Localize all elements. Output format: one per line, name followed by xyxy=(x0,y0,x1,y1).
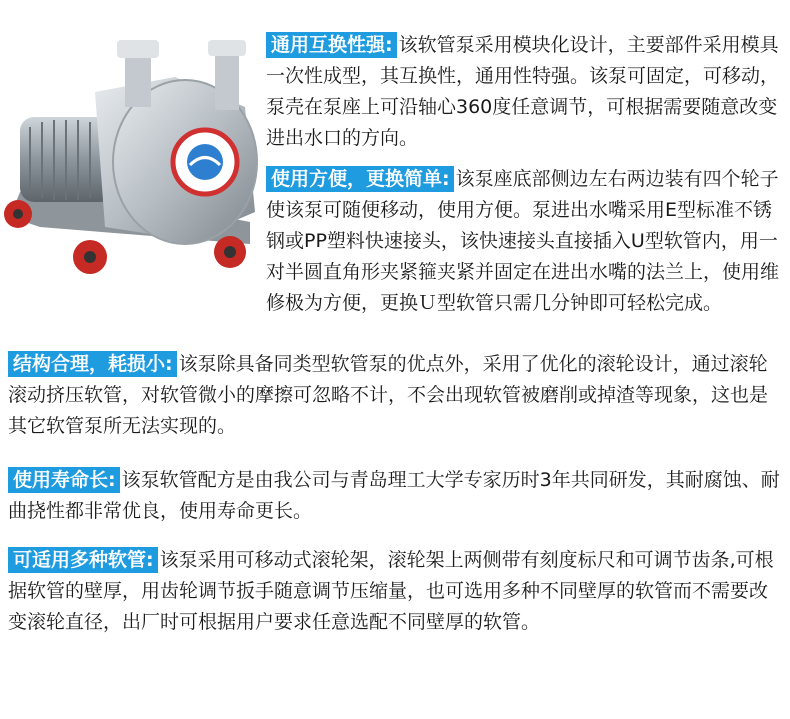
feature-title: 通用互换性强: xyxy=(266,32,397,58)
feature-title: 使用方便，更换简单: xyxy=(266,166,454,192)
feature-title: 可适用多种软管: xyxy=(8,547,158,573)
feature-body: 该泵除具备同类型软管泵的优点外，采用了优化的滚轮设计，通过滚轮滚动挤压软管，对软管微小的摩擦可忽略不计，不会出现软管被磨削或掉渣等现象，这也是其它软管泵所无法实现的。 xyxy=(8,353,769,437)
feature-interchangeability xyxy=(266,30,780,154)
feature-body: 该泵座底部侧边左右两边装有四个轮子使该泵可随便移动，使用方便。泵进出水嘴采用E型标准不锈钢或PP塑料快速接头，该快速接头直接插入U型软管内，用一对半圆直角形夹紧箍夹紧并固定在进出水嘴的法兰上，使用维修极为方便，更换Ｕ型软管只需几分钟即可轻松完成。 xyxy=(266,168,780,314)
feature-convenience xyxy=(266,164,780,319)
feature-lifespan xyxy=(8,465,780,527)
feature-multiple-hoses xyxy=(8,545,780,638)
feature-title: 使用寿命长: xyxy=(8,467,120,493)
feature-title: 结构合理，耗损小: xyxy=(8,351,177,377)
feature-body: 该泵采用可移动式滚轮架，滚轮架上两侧带有刻度标尺和可调节齿条,可根据软管的壁厚，用齿轮调节扳手随意调节压缩量，也可选用多种不同壁厚的软管而不需要改变滚轮直径，出厂时可根据用户要求任意选配不同壁厚的软管。 xyxy=(8,549,774,633)
feature-structure xyxy=(8,349,780,442)
feature-body: 该泵软管配方是由我公司与青岛理工大学专家历时3年共同研发，其耐腐蚀、耐曲挠性都非常优良，使用寿命更长。 xyxy=(8,469,780,522)
pump-photo xyxy=(0,22,262,290)
feature-body: 该软管泵采用模块化设计，主要部件采用模具一次性成型，其互换性，通用性特强。该泵可固定，可移动，泵壳在泵座上可沿轴心360度任意调节，可根据需要随意改变进出水口的方向。 xyxy=(266,34,780,149)
